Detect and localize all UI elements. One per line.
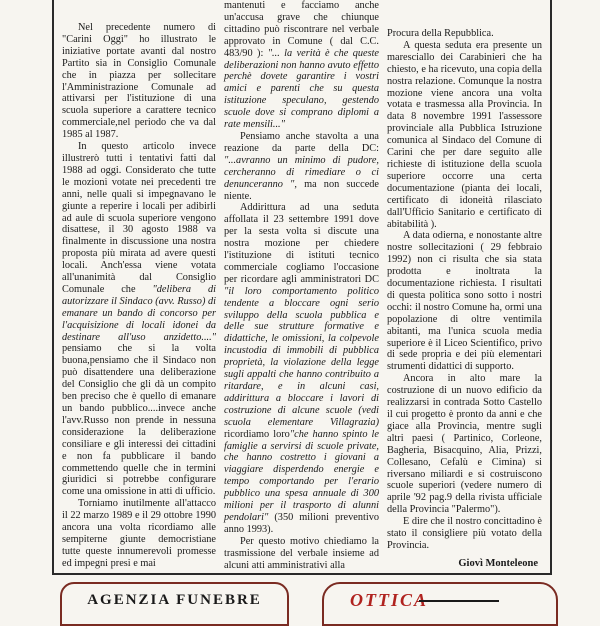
paragraph-text: pensiamo che si la volta buona,pensiamo che il Sindaco non può disattendere una deliberazione del Consiglio che gli dà un compito ben preciso che è quello di emanare un bando pubblico....invece anche l'avv.Russo non prende in nessuna considerazione la deliberazione consiliare e gli interessi dei cittadini e non fa pubblicare il bando commettendo quelle che in termini giuridici si potrebbe configurare come una omissione in atti di ufficio. [62, 343, 216, 498]
article-column-2 [224, 0, 379, 572]
paragraph-text: Pensiamo anche stavolta a una reazione da parte della DC: [224, 130, 379, 154]
ad-divider [419, 600, 499, 602]
paragraph: A questa seduta era presente un maresciallo dei Carabinieri che ha chiesto, e ha ricevuto, una copia della nostra relazione. Comunque la nostra mozione viene ancora una volta votata e trasmessa alla Provincia. In data 8 novembre 1991 l'assessore provinciale alla Pubblica Istruzione comunica al Sindaco del Comune di Carini che per dare seguito alle richieste di istituzione della scuola superiore occorre una certa documentazione (pianta dei locali, certificato di idoneità rilasciato dall'Ufficio Sanitario e certificato di abitabilità ). [387, 39, 542, 230]
optics-ad [322, 582, 558, 626]
paragraph: Per questo motivo chiediamo la trasmissione del verbale insieme ad alcuni atti amministrativi alla [224, 535, 379, 571]
paragraph-text: In questo articolo invece illustrerò tutti i tentativi fatti dal 1988 ad oggi. Considerato che tutte le mozioni votate nei precedenti tre anni, nelle quali si impegnavano le giunte a reperire i locali per adibirli ad aule di scuola superiore vengono disattese, il 30 agosto 1988 va finalmente in discussione una nostra proposta più mirata ad avere questi locali. Anch'essa viene votata all'unanimità dal Consiglio Comunale che [62, 141, 216, 295]
quote: "delibera di autorizzare il Sindaco (avv. Russo) di emanare un bando di concorso per l'acquisizione di locali idonei da destinare all'uso anzidetto...." [62, 283, 216, 343]
paragraph-text: mantenuti e facciamo anche un'accusa grave che chiunque cittadino può riscontrare nel verbale approvato in Comune ( dal C.C. 483/90 ): [224, 0, 379, 59]
quote: "... la verità è che queste deliberazioni non hanno avuto effetto perchè dovete garantire i vostri amici e parenti che su questa istituzione speculano, gestendo scuole dove si comprano diplomi a rate mensili..." [224, 47, 380, 131]
paragraph: Torniamo inutilmente all'attacco il 22 marzo 1989 e il 29 ottobre 1990 ancora una volta ricordiamo alle sempiterne giunte democristiane tutte queste innumerevoli promesse ed impegni presi e mai [62, 498, 216, 569]
quote: "che hanno spinto le famiglie a servirsi di scuole private, che hanno costretto i giovani a viaggiare disperdendo energie e tempo comportando per l'erario pubblico una spesa annuale di 300 milioni per il trasporto di alunni pendolari" [224, 428, 379, 523]
paragraph-text: ricordiamo loro [224, 428, 290, 440]
paragraph [224, 0, 379, 131]
article-column-1 [62, 22, 216, 570]
quote: "...avranno un minimo di pudore, cercheranno di rimediare o ci denunceranno " [224, 154, 379, 190]
paragraph-text: , ma non succede niente. [224, 178, 379, 202]
paragraph: E dire che il nostro concittadino è stato il consigliere più votato della Provincia. [387, 516, 542, 551]
ad-title: OTTICA [350, 590, 429, 610]
paragraph: A data odierna, e nonostante altre nostre sollecitazioni ( 29 febbraio 1992) non ci risulta che sia stata prodotta e inoltrata la documentazione richiesta. I risultati di questa politica sono sotto i nostri occhi: il nostro Comune ha, ormi una popolazione di oltre ventimila abitanti, ma l'unica scuola media superiore è il Liceo Scientifico, privo di sede propria e dei più elementari strumenti didattici di supporto. [387, 230, 542, 373]
article-column-3 [387, 28, 542, 570]
article-frame [52, 0, 552, 575]
paragraph: Procura della Repubblica. [387, 28, 494, 39]
paragraph [224, 131, 379, 202]
author-signature: Giovì Monteleone [458, 557, 538, 569]
paragraph: Nel precedente numero di "Carini Oggi" ho illustrato le iniziative portate avanti dal nostro Partito sia in Consiglio Comunale che in piazza per sollecitare l'Amministrazione Comunale ad attivarsi per l'istituzione di una scuola superiore a carattere tecnico commerciale,nel periodo che va dal 1985 al 1987. [62, 22, 216, 141]
funeral-agency-ad [60, 582, 289, 626]
paragraph-text: Addirittura ad una seduta affollata il 23 settembre 1991 dove per la sesta volta si discute una nostra mozione per chiedere l'istituzione di istituti tecnico commerciale cogliamo l'occasione per ricordare agli amministratori DC [224, 202, 379, 285]
paragraph: Ancora in alto mare la costruzione di un nuovo edificio da realizzarsi in contrada Sotto Castello il cui progetto è pronto da anni e che giace alla Provincia, mentre sugli altri paesi ( Partinico, Corleone, Bagheria, Bisacquino, Alia, Prizzi, Collesano, Cefalù e Cimina) si riversano miliardi e si costruiscono scuole superiori (vedere numero di aprile '92 pag.9 della rivista ufficiale della Provincia "Palermo"). [387, 373, 542, 516]
paragraph-text: (350 milioni preventivo anno 1993). [224, 511, 379, 535]
paragraph [62, 141, 216, 498]
quote: "il loro comportamento politico tendente a bloccare ogni serio sviluppo della scuola pubblica e delle sue strutture formative e didattiche, le omissioni, la colpevole incustodia di immobili di pubblica proprietà, la violazione della legge sugli appalti che hanno contribuito a ritardare, e in alcuni casi, addirittura a bloccare i lavori di costruzione di alcune scuole (vedi scuola elementare Villagrazia) [224, 285, 379, 428]
ad-title: AGENZIA FUNEBRE [87, 592, 262, 608]
paragraph [224, 202, 379, 535]
